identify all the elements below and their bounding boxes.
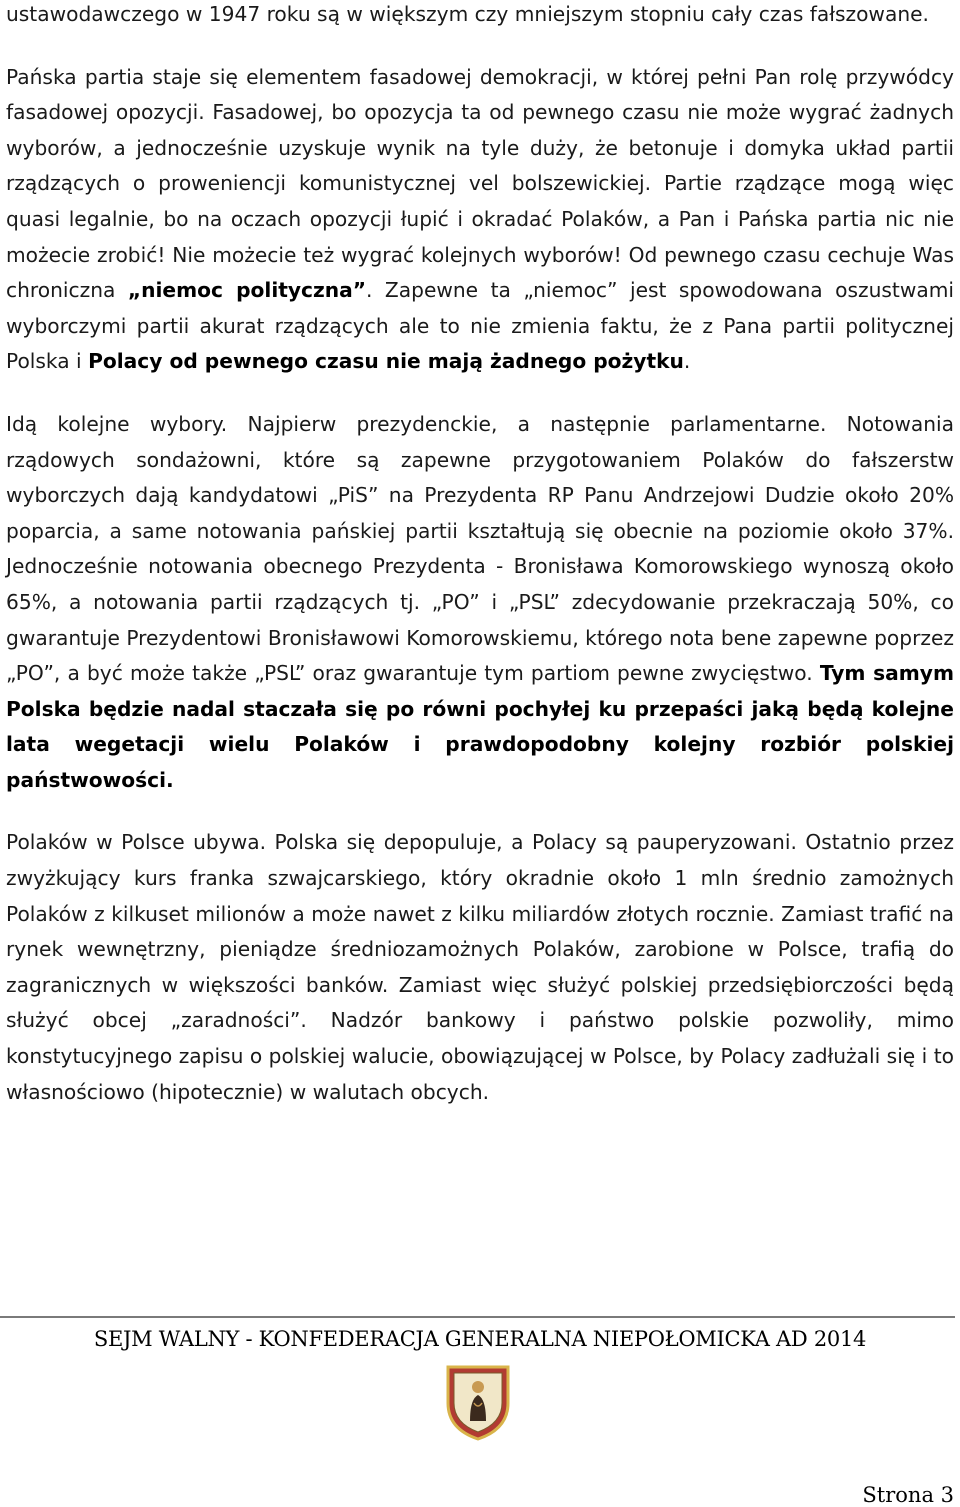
paragraph-2 <box>6 60 954 380</box>
paragraph-gap <box>6 798 954 825</box>
emblem-icon <box>444 1363 512 1441</box>
paragraph-3-text: Idą kolejne wybory. Najpierw prezydenckie, a następnie parlamentarne. Notowania rządowych sondażowni, które są zapewne przygotowaniem Polaków do fałszerstw wyborczych dają kandydatowi „PiS” na Prezydenta RP Panu Andrzejowi Dudzie około 20% poparcia, a same notowania pańskiej partii kształtują się obecnie na poziomie około 37%. Jednocześnie notowania obecnego Prezydenta - Bronisława Komorowskiego wynoszą około 65%, a notowania partii rządzących tj. „PO” i „PSL” zdecydowanie przekraczają 50%, co gwarantuje Prezydentowi Bronisławowi Komorowskiemu, którego nota bene zapewne poprzez „PO”, a być może także „PSL” oraz gwarantuje tym partiom pewne zwycięstwo. <box>6 411 954 686</box>
paragraph-1-text: ustawodawczego w 1947 roku są w większym czy mniejszym stopniu cały czas fałszowane. <box>6 2 929 26</box>
paragraph-gap <box>6 33 954 60</box>
paragraph-4-text: Polaków w Polsce ubywa. Polska się depopuluje, a Polacy są pauperyzowani. Ostatnio przez zwyżkujący kurs franka szwajcarskiego, który okradnie około 1 mln średnio zamożnych Polaków z kilkuset milionów a może nawet z kilku miliardów złotych rocznie. Zamiast trafić na rynek wewnętrzny, pieniądze średniozamożnych Polaków, zarobione w Polsce, trafią do zagranicznych w większości banków. Zamiast więc służyć polskiej przedsiębiorczości będą służyć obcej „zaradności”. Nadzór bankowy i państwo polskie pozwoliły, mimo konstytucyjnego zapisu o polskiej walucie, obowiązującej w Polsce, by Polacy zadłużali się i to własnościowo (hipotecznie) w walutach obcych. <box>6 830 954 1104</box>
body-text <box>6 0 954 1110</box>
footer-divider <box>0 1316 955 1318</box>
page-number: Strona 3 <box>862 1483 954 1507</box>
paragraph-2-text-c: . <box>683 349 691 374</box>
paragraph-3 <box>6 407 954 799</box>
paragraph-gap <box>6 380 954 407</box>
paragraph-3-bold: Tym samym Polska będzie nadal staczała się po równi pochyłej ku przepaści jaką będą kolejne lata wegetacji wielu Polaków i prawdopodobny kolejny rozbiór polskiej państwowości. <box>6 661 955 792</box>
paragraph-2-text-b: . Zapewne ta „niemoc” jest spowodowana oszustwami wyborczymi partii akurat rządzących ale to nie zmienia faktu, że z Pana partii politycznej Polska i <box>6 278 954 374</box>
paragraph-4 <box>6 825 954 1110</box>
paragraph-2-bold-a: „niemoc polityczna” <box>127 278 367 303</box>
paragraph-1 <box>6 0 954 33</box>
paragraph-2-text-a: Pańska partia staje się elementem fasadowej demokracji, w której pełni Pan rolę przywódcy fasadowej opozycji. Fasadowej, bo opozycja ta od pewnego czasu nie może wygrać żadnych wyborów, a jednocześnie uzyskuje wynik na tyle duży, że betonuje i domyka układ partii rządzących o proweniencji komunistycznej vel bolszewickiej. Partie rządzące mogą więc quasi legalnie, bo na oczach opozycji łupić i okradać Polaków, a Pan i Pańska partia nic nie możecie zrobić! Nie możecie też wygrać kolejnych wyborów! Od pewnego czasu cechuje Was chroniczna <box>6 64 954 303</box>
footer-title: SEJM WALNY - KONFEDERACJA GENERALNA NIEPOŁOMICKA AD 2014 <box>93 1327 867 1351</box>
paragraph-2-bold-b: Polacy od pewnego czasu nie mają żadnego pożytku <box>88 349 684 374</box>
